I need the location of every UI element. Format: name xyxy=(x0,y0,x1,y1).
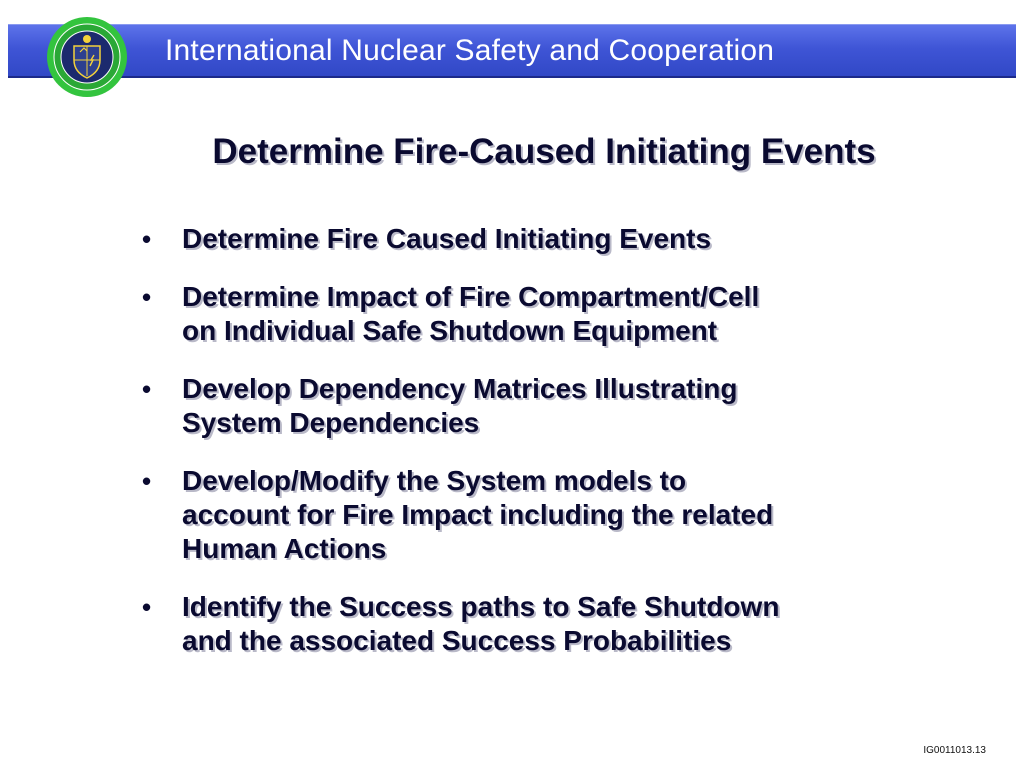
bullet-item xyxy=(142,280,942,348)
bullet-line: Identify the Success paths to Safe Shutdown xyxy=(182,591,780,622)
bullet-glyph: • xyxy=(142,466,152,496)
slide-code: IG0011013.13 xyxy=(923,745,986,756)
bullet-line: on Individual Safe Shutdown Equipment xyxy=(182,315,718,346)
doe-seal-icon xyxy=(46,16,128,98)
bullet-line: Determine Fire Caused Initiating Events xyxy=(182,223,712,254)
header-title: International Nuclear Safety and Cooperation xyxy=(165,34,775,67)
bullet-line: Determine Impact of Fire Compartment/Cell xyxy=(182,281,760,312)
bullet-item xyxy=(142,372,942,440)
bullet-line: Develop/Modify the System models to xyxy=(182,465,687,496)
bullet-line: Human Actions xyxy=(182,533,387,564)
bullet-line: and the associated Success Probabilities xyxy=(182,625,732,656)
bullet-glyph: • xyxy=(142,282,152,312)
bullet-item xyxy=(142,590,942,658)
bullet-line: System Dependencies xyxy=(182,407,480,438)
bullet-line: account for Fire Impact including the related xyxy=(182,499,774,530)
bullet-line: Develop Dependency Matrices Illustrating xyxy=(182,373,738,404)
bullet-glyph: • xyxy=(142,374,152,404)
bullet-list xyxy=(142,222,942,682)
slide-title: Determine Fire-Caused Initiating Events xyxy=(212,132,876,171)
bullet-item xyxy=(142,464,942,566)
bullet-item xyxy=(142,222,942,256)
bullet-glyph: • xyxy=(142,224,152,254)
bullet-glyph: • xyxy=(142,592,152,622)
